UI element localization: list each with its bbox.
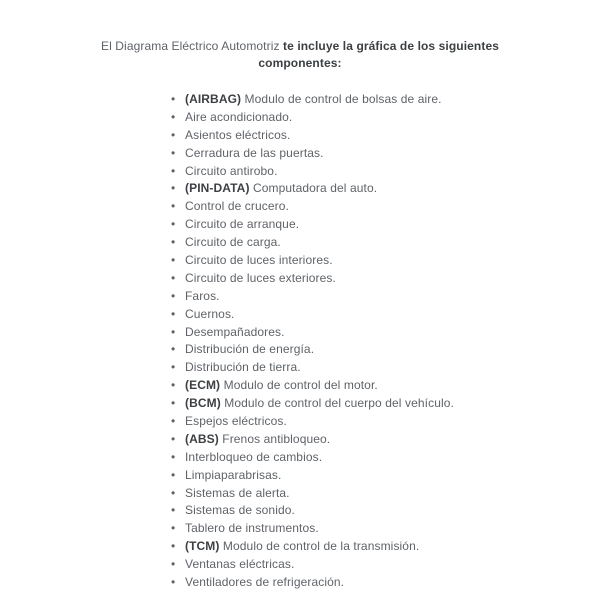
list-item: [171, 324, 600, 342]
list-item: [171, 538, 600, 556]
bullet-icon: •: [171, 503, 176, 518]
list-item-term: (TCM): [185, 539, 220, 554]
list-item-text: Modulo de control de la transmisión.: [219, 539, 420, 554]
list-item-text: Circuito de luces interiores.: [185, 253, 333, 268]
list-item: [171, 574, 600, 592]
list-item-text: Desempañadores.: [185, 324, 285, 339]
bullet-icon: •: [171, 467, 176, 482]
list-item: [171, 270, 600, 288]
list-item: [171, 288, 600, 306]
list-item-text: Circuito de luces exteriores.: [185, 270, 336, 285]
bullet-icon: •: [171, 109, 176, 124]
list-item-text: Aire acondicionado.: [185, 109, 293, 124]
bullet-icon: •: [171, 288, 176, 303]
list-item: [171, 359, 600, 377]
list-item: [171, 109, 600, 127]
list-item-text: Modulo de control del motor.: [220, 378, 378, 393]
title-line-1: [0, 38, 600, 55]
title-bold-text: te incluye la gráfica de los siguientes: [283, 39, 499, 53]
bullet-icon: •: [171, 539, 176, 554]
list-item: [171, 145, 600, 163]
bullet-icon: •: [171, 414, 176, 429]
list-item-text: Espejos eléctricos.: [185, 414, 287, 429]
list-item: [171, 502, 600, 520]
bullet-icon: •: [171, 378, 176, 393]
list-item: [171, 234, 600, 252]
list-item: [171, 216, 600, 234]
page-title: [0, 38, 600, 72]
list-item: [171, 413, 600, 431]
list-item: [171, 395, 600, 413]
list-item-text: Ventanas eléctricas.: [185, 557, 295, 572]
list-item-text: Modulo de control del cuerpo del vehículo.: [220, 396, 454, 411]
list-item-text: Modulo de control de bolsas de aire.: [241, 92, 442, 106]
bullet-icon: •: [171, 557, 176, 572]
list-item-text: Circuito de carga.: [185, 235, 281, 250]
list-item-text: Limpiaparabrisas.: [185, 467, 282, 482]
bullet-icon: •: [171, 217, 176, 232]
list-item-text: Interbloqueo de cambios.: [185, 449, 323, 464]
bullet-icon: •: [171, 431, 176, 446]
list-item: [171, 467, 600, 485]
bullet-icon: •: [171, 127, 176, 142]
list-item-text: Distribución de energía.: [185, 342, 315, 357]
list-item-text: Computadora del auto.: [249, 181, 378, 196]
list-item: [171, 520, 600, 538]
list-item-text: Frenos antibloqueo.: [218, 431, 331, 446]
bullet-icon: •: [171, 235, 176, 250]
list-item: [171, 198, 600, 216]
bullet-icon: •: [171, 396, 176, 411]
list-item: [171, 377, 600, 395]
list-item: [171, 91, 600, 109]
list-item-text: Sistemas de alerta.: [185, 485, 290, 500]
list-item: [171, 341, 600, 359]
list-item-text: Control de crucero.: [185, 199, 289, 214]
list-item-term: (ABS): [185, 431, 219, 446]
list-item: [171, 431, 600, 449]
bullet-icon: •: [171, 485, 176, 500]
bullet-icon: •: [171, 342, 176, 357]
list-item-term: (BCM): [185, 396, 221, 411]
title-line-2: componentes:: [258, 56, 342, 70]
bullet-icon: •: [171, 253, 176, 268]
list-item-text: Asientos eléctricos.: [185, 127, 291, 142]
list-item-text: Ventiladores de refrigeración.: [185, 575, 345, 590]
list-item-term: (ECM): [185, 378, 221, 393]
bullet-icon: •: [171, 449, 176, 464]
list-item-text: Faros.: [185, 288, 220, 303]
bullet-icon: •: [171, 270, 176, 285]
bullet-icon: •: [171, 181, 176, 196]
bullet-icon: •: [171, 92, 176, 106]
list-item: [171, 556, 600, 574]
list-item-text: Cuernos.: [185, 306, 235, 321]
list-item: [171, 306, 600, 324]
list-item: [171, 252, 600, 270]
bullet-icon: •: [171, 145, 176, 160]
bullet-icon: •: [171, 199, 176, 214]
list-item-text: Tablero de instrumentos.: [185, 521, 319, 536]
list-item-text: Circuito antirobo.: [185, 163, 278, 178]
component-list: [0, 91, 600, 592]
bullet-icon: •: [171, 575, 176, 590]
bullet-icon: •: [171, 306, 176, 321]
bullet-icon: •: [171, 360, 176, 375]
list-item-text: Circuito de arranque.: [185, 217, 300, 232]
list-item-text: Sistemas de sonido.: [185, 503, 295, 518]
bullet-icon: •: [171, 521, 176, 536]
list-item: [171, 180, 600, 198]
bullet-icon: •: [171, 324, 176, 339]
list-item: [171, 449, 600, 467]
list-item: [171, 127, 600, 145]
title-regular-text: El Diagrama Eléctrico Automotriz: [100, 39, 284, 53]
list-item: [171, 485, 600, 503]
list-item-text: Cerradura de las puertas.: [185, 145, 324, 160]
list-item-term: (AIRBAG): [185, 92, 242, 106]
bullet-icon: •: [171, 163, 176, 178]
list-item-text: Distribución de tierra.: [185, 360, 301, 375]
list-item: [171, 163, 600, 181]
list-item-term: (PIN-DATA): [185, 181, 250, 196]
